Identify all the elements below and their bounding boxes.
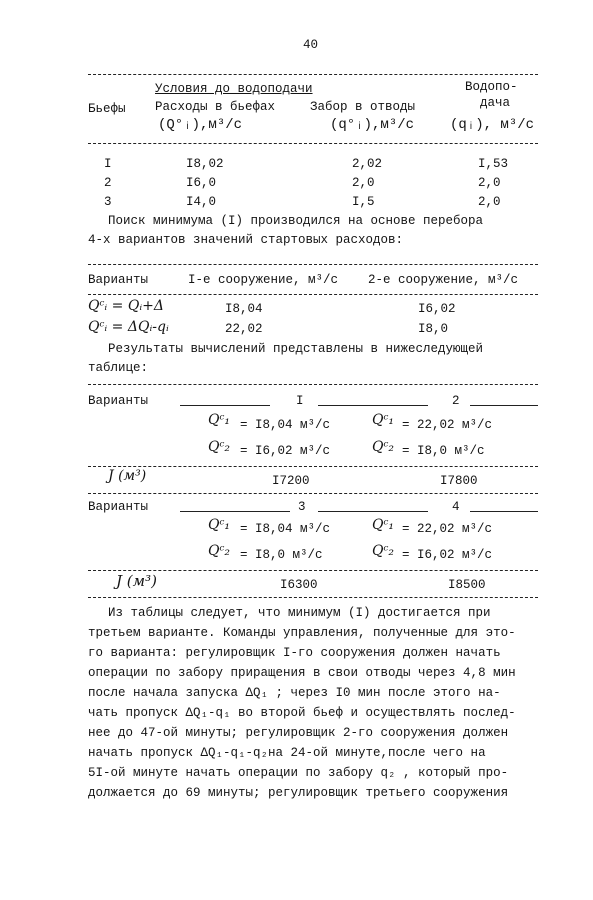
table2-row2-formula: Qᶜᵢ = ΔQᵢ-qᵢ	[88, 319, 169, 335]
table3-var3-rule-right	[318, 511, 428, 512]
table3-var2-rule-right	[470, 405, 538, 406]
table1-supply-symbol: (qᵢ), м³/с	[450, 117, 535, 133]
table1-row2-flow: I6,0	[186, 176, 217, 190]
table2-row1-formula: Qᶜᵢ = Qᵢ+Δ	[88, 298, 164, 314]
table1-supply-header-2: дача	[480, 96, 511, 110]
table3-v4-q1-value: = 22,02 м³/с	[402, 522, 493, 536]
table3-j-variant-4: I8500	[448, 578, 486, 592]
table3-variant-3: 3	[298, 500, 306, 514]
table3-v4-q2-symbol: Qᶜ₂	[372, 543, 395, 559]
table3-v1-q1-symbol: Qᶜ₁	[208, 412, 231, 428]
table1-header-rule	[88, 143, 538, 144]
table2-row2-v2: I8,0	[418, 322, 449, 336]
table3-mid-rule	[88, 493, 538, 494]
table1-row1-supply: I,53	[478, 157, 509, 171]
table2-header-rule	[88, 294, 538, 295]
table1-row2-supply: 2,0	[478, 176, 501, 190]
table3-v1-q1-value: = I8,04 м³/с	[240, 418, 331, 432]
table3-var-header-2: Варианты	[88, 500, 149, 514]
table3-j-variant-3: I6300	[280, 578, 318, 592]
para3-line7: нее до 47-ой минуты; регулировщик 2-го сооружения должен	[88, 726, 509, 740]
para3-line2: третьем варианте. Команды управления, полученные для это-	[88, 626, 516, 640]
table3-var-header-1: Варианты	[88, 394, 149, 408]
table3-var4-rule-right	[470, 511, 538, 512]
table3-v2-q1-value: = 22,02 м³/с	[402, 418, 493, 432]
para2-line2: таблице:	[88, 361, 149, 375]
table3-variant-2: 2	[452, 394, 460, 408]
para3-line9: 5I-ой минуте начать операции по забору q₂ , который про-	[88, 766, 509, 780]
table2-s2-header: 2-е сооружение, м³/с	[368, 273, 519, 287]
table3-v1-q2-value: = I6,02 м³/с	[240, 444, 331, 458]
table1-top-rule	[88, 74, 538, 75]
table3-v2-q2-symbol: Qᶜ₂	[372, 439, 395, 455]
para3-line3: го варианта: регулировщик I-го сооружения должен начать	[88, 646, 501, 660]
table3-j1-rule	[88, 466, 538, 467]
table1-befy-header: Бьефы	[88, 102, 126, 116]
para2-line1: Результаты вычислений представлены в нижеследующей	[108, 342, 484, 356]
table2-row2-v1: 22,02	[225, 322, 263, 336]
table1-intake-header: Забор в отводы	[310, 100, 416, 114]
para1-line1: Поиск минимума (I) производился на основе перебора	[108, 214, 484, 228]
table1-row2-intake: 2,0	[352, 176, 375, 190]
table1-flow-symbol: (Q°ᵢ),м³/с	[158, 117, 243, 133]
table1-group-header: Условия до водоподачи	[155, 82, 313, 96]
table1-row1-flow: I8,02	[186, 157, 224, 171]
para3-line5: после начала запуска ΔQ₁ ; через I0 мин после этого на-	[88, 686, 501, 700]
table3-variant-1: I	[296, 394, 304, 408]
table3-var1-rule-left	[180, 405, 270, 406]
table3-v4-q1-symbol: Qᶜ₁	[372, 517, 395, 533]
para3-line6: чать пропуск ΔQ₁-q₁ во второй бьеф и осуществлять послед-	[88, 706, 516, 720]
table3-v3-q2-value: = I8,0 м³/с	[240, 548, 323, 562]
table3-bottom-rule	[88, 597, 538, 598]
table3-j2-rule	[88, 570, 538, 571]
table2-s1-header: I-е сооружение, м³/с	[188, 273, 339, 287]
table3-j-variant-2: I7800	[440, 474, 478, 488]
table3-var3-rule-left	[180, 511, 290, 512]
para3-line8: начать пропуск ΔQ₁-q₁-q₂на 24-ой минуте,после чего на	[88, 746, 486, 760]
table3-j-label-1: J (м³)	[108, 468, 147, 484]
table3-v3-q1-value: = I8,04 м³/с	[240, 522, 331, 536]
table3-j-variant-1: I7200	[272, 474, 310, 488]
table3-var1-rule-right	[318, 405, 428, 406]
table1-row1-intake: 2,02	[352, 157, 383, 171]
table2-row1-v1: I8,04	[225, 302, 263, 316]
table3-v3-q2-symbol: Qᶜ₂	[208, 543, 231, 559]
table3-v3-q1-symbol: Qᶜ₁	[208, 517, 231, 533]
para3-line10: должается до 69 минуты; регулировщик третьего сооружения	[88, 786, 509, 800]
table1-intake-symbol: (q°ᵢ),м³/с	[330, 117, 415, 133]
table3-v2-q2-value: = I8,0 м³/с	[402, 444, 485, 458]
table3-v4-q2-value: = I6,02 м³/с	[402, 548, 493, 562]
table2-top-rule	[88, 264, 538, 265]
table1-row2-befy: 2	[104, 176, 112, 190]
table3-v1-q2-symbol: Qᶜ₂	[208, 439, 231, 455]
para3-line1: Из таблицы следует, что минимум (I) достигается при	[108, 606, 491, 620]
table3-v2-q1-symbol: Qᶜ₁	[372, 412, 395, 428]
table1-row3-befy: 3	[104, 195, 112, 209]
para1-line2: 4-х вариантов значений стартовых расходов:	[88, 233, 404, 247]
table1-supply-header-1: Водопо-	[465, 80, 518, 94]
table2-row1-v2: I6,02	[418, 302, 456, 316]
table1-flow-header: Расходы в бьефах	[155, 100, 276, 114]
table3-j-label-2: J (м³)	[116, 572, 157, 590]
table2-var-header: Варианты	[88, 273, 149, 287]
table3-top-rule	[88, 384, 538, 385]
para3-line4: операции по забору приращения в свои отводы через 4,8 мин	[88, 666, 516, 680]
table1-row1-befy: I	[104, 157, 112, 171]
page-number: 40	[303, 38, 319, 52]
table1-row3-intake: I,5	[352, 195, 375, 209]
table3-variant-4: 4	[452, 500, 460, 514]
table1-row3-flow: I4,0	[186, 195, 217, 209]
table1-row3-supply: 2,0	[478, 195, 501, 209]
